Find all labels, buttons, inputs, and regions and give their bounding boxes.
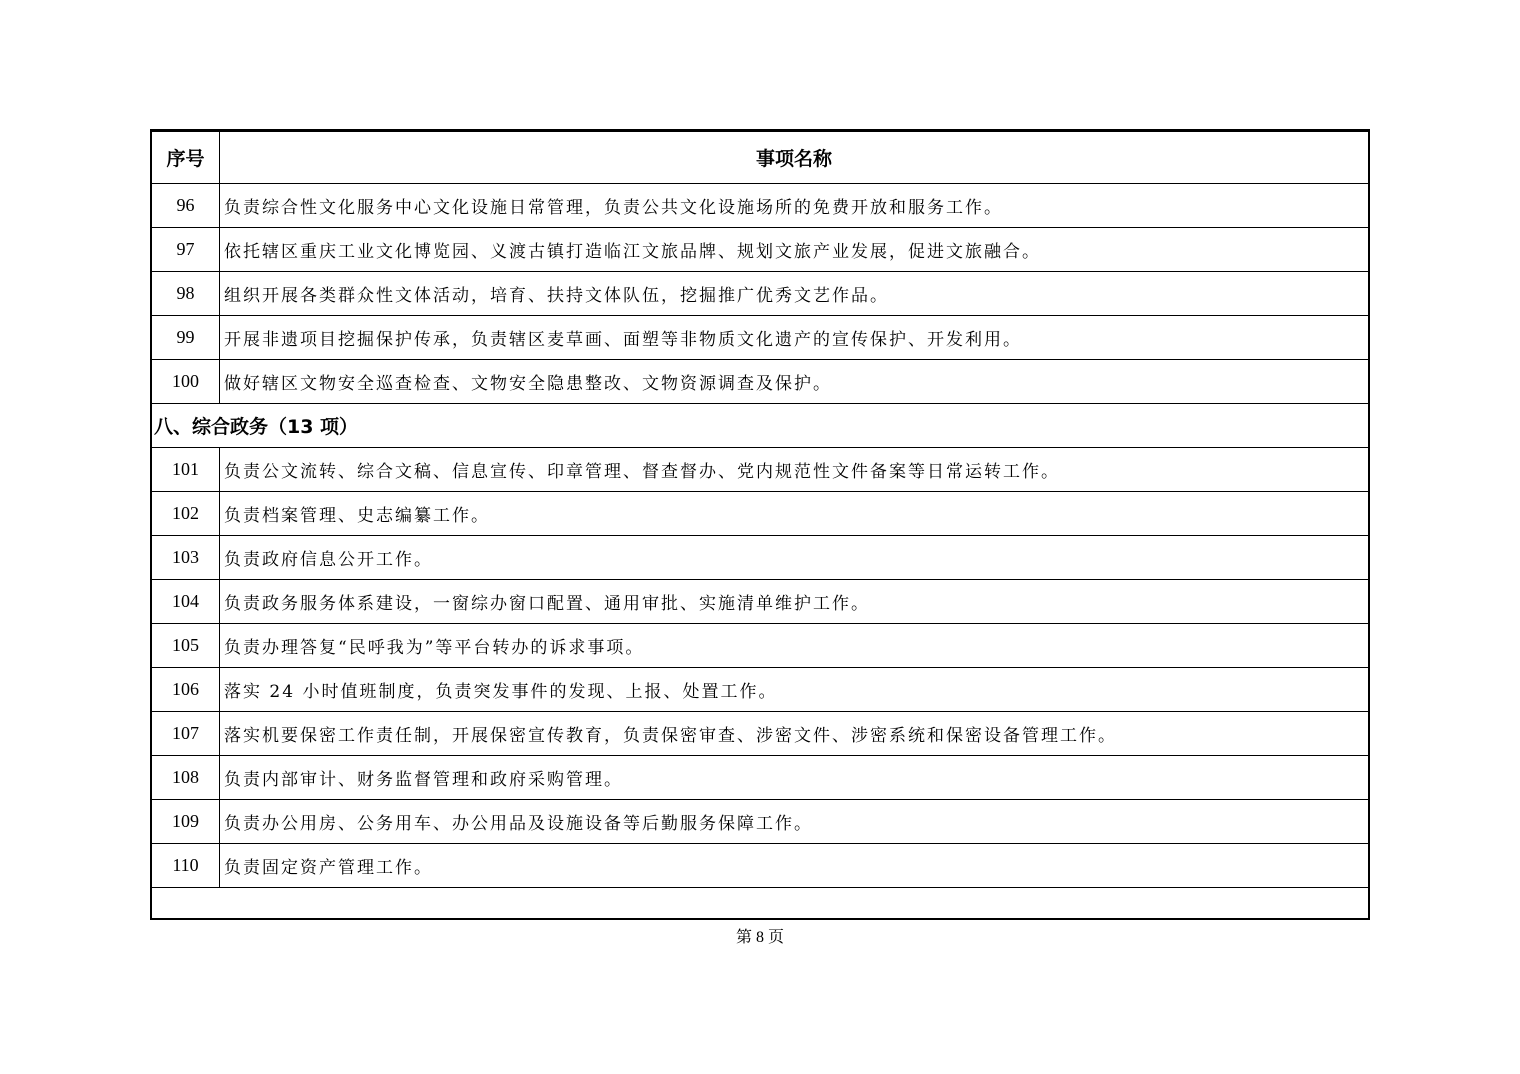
row-item-name: 落实机要保密工作责任制，开展保密宣传教育，负责保密审查、涉密文件、涉密系统和保密设备管理工作。 (220, 711, 1369, 755)
row-serial-number: 109 (152, 799, 220, 843)
row-serial-number: 103 (152, 535, 220, 579)
row-item-name: 负责政务服务体系建设，一窗综办窗口配置、通用审批、实施清单维护工作。 (220, 579, 1369, 623)
row-serial-number: 110 (152, 843, 220, 887)
table-row (152, 843, 1369, 887)
row-serial-number: 107 (152, 711, 220, 755)
table-row (152, 535, 1369, 579)
row-item-name: 负责办公用房、公务用车、办公用品及设施设备等后勤服务保障工作。 (220, 799, 1369, 843)
row-serial-number: 108 (152, 755, 220, 799)
table-row (152, 579, 1369, 623)
table-row (152, 491, 1369, 535)
row-item-name: 依托辖区重庆工业文化博览园、义渡古镇打造临江文旅品牌、规划文旅产业发展，促进文旅融合。 (220, 227, 1369, 271)
table-body (152, 183, 1369, 887)
table-row (152, 271, 1369, 315)
table-row (152, 447, 1369, 491)
page-number: 第 8 页 (735, 929, 784, 946)
table-row (152, 755, 1369, 799)
section-row (152, 403, 1369, 447)
row-item-name: 开展非遗项目挖掘保护传承，负责辖区麦草画、面塑等非物质文化遗产的宣传保护、开发利用。 (220, 315, 1369, 359)
row-serial-number: 102 (152, 491, 220, 535)
row-serial-number: 104 (152, 579, 220, 623)
row-item-name: 负责固定资产管理工作。 (220, 843, 1369, 887)
table-row (152, 623, 1369, 667)
row-serial-number: 100 (152, 359, 220, 403)
table-header-row (152, 131, 1369, 183)
row-serial-number: 106 (152, 667, 220, 711)
header-item-name: 事项名称 (220, 131, 1369, 183)
row-item-name: 负责综合性文化服务中心文化设施日常管理，负责公共文化设施场所的免费开放和服务工作。 (220, 183, 1369, 227)
row-serial-number: 96 (152, 183, 220, 227)
header-serial-number: 序号 (152, 131, 220, 183)
table-row (152, 711, 1369, 755)
row-item-name: 组织开展各类群众性文体活动，培育、扶持文体队伍，挖掘推广优秀文艺作品。 (220, 271, 1369, 315)
table-row (152, 315, 1369, 359)
row-item-name: 负责内部审计、财务监督管理和政府采购管理。 (220, 755, 1369, 799)
row-serial-number: 105 (152, 623, 220, 667)
row-item-name: 负责政府信息公开工作。 (220, 535, 1369, 579)
table-row (152, 183, 1369, 227)
row-serial-number: 98 (152, 271, 220, 315)
row-item-name: 负责公文流转、综合文稿、信息宣传、印章管理、督查督办、党内规范性文件备案等日常运转工作。 (220, 447, 1369, 491)
table-row (152, 227, 1369, 271)
items-table (151, 130, 1369, 888)
table-row (152, 667, 1369, 711)
row-serial-number: 99 (152, 315, 220, 359)
row-item-name: 做好辖区文物安全巡查检查、文物安全隐患整改、文物资源调查及保护。 (220, 359, 1369, 403)
row-item-name: 落实 24 小时值班制度，负责突发事件的发现、上报、处置工作。 (220, 667, 1369, 711)
section-heading: 八、综合政务（13 项） (152, 403, 1369, 447)
row-item-name: 负责档案管理、史志编纂工作。 (220, 491, 1369, 535)
table-row (152, 799, 1369, 843)
table-row (152, 359, 1369, 403)
row-serial-number: 97 (152, 227, 220, 271)
row-serial-number: 101 (152, 447, 220, 491)
row-item-name: 负责办理答复“民呼我为”等平台转办的诉求事项。 (220, 623, 1369, 667)
